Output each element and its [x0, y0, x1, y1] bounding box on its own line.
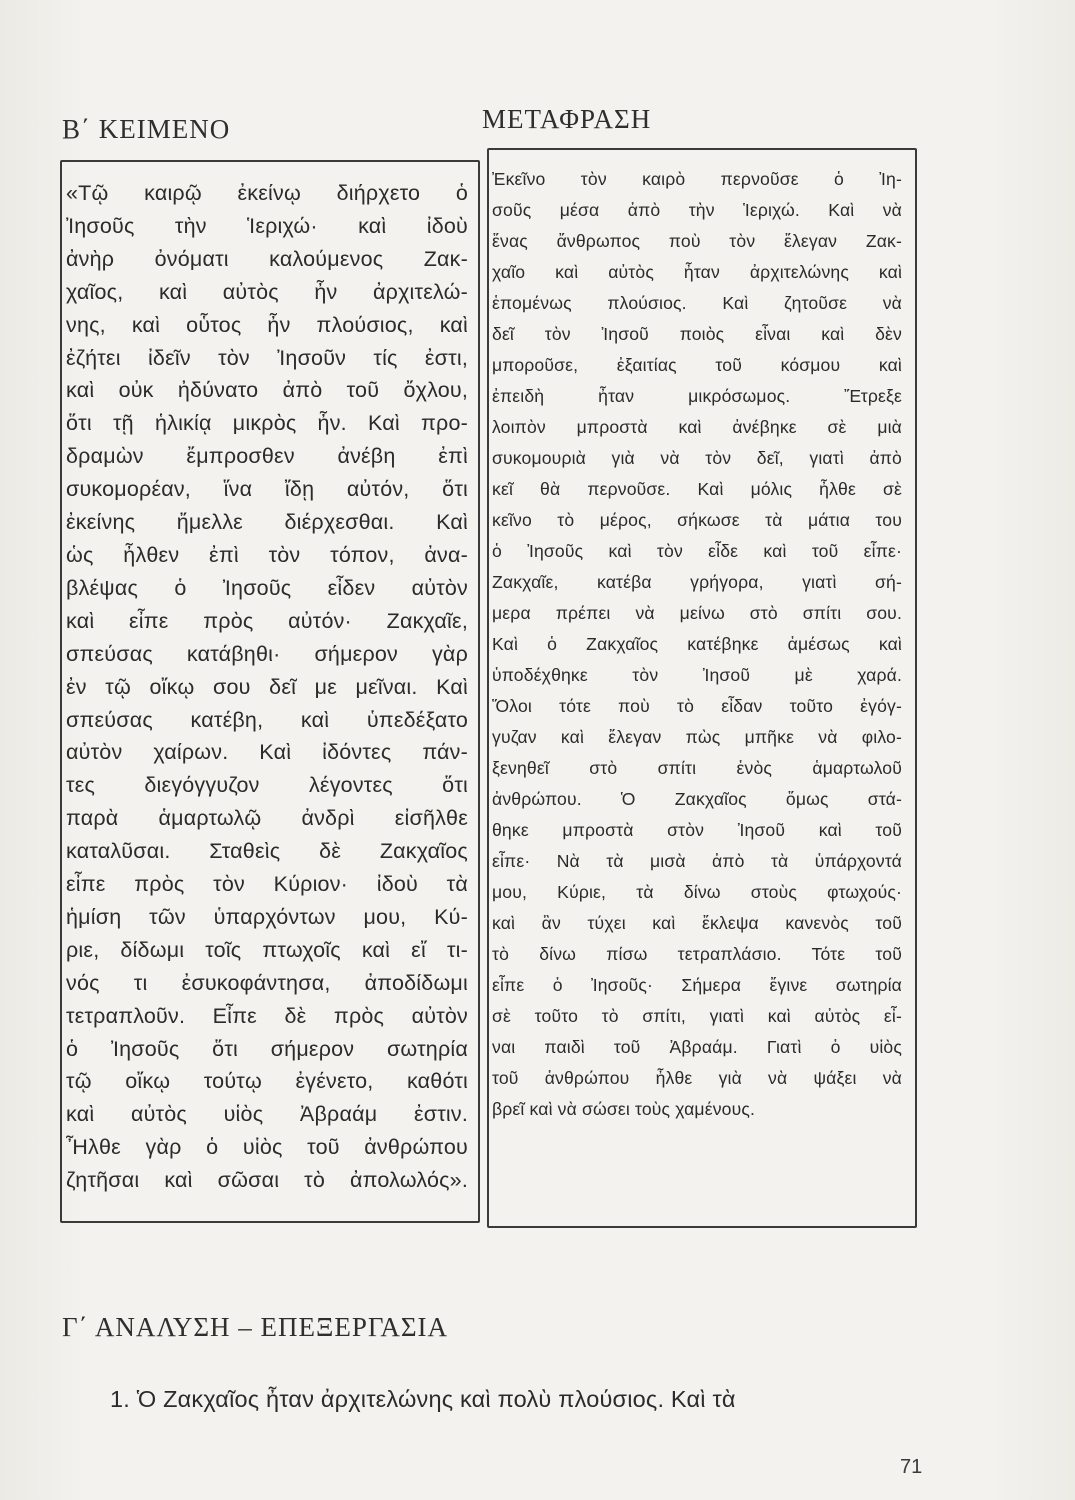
text-line: παρὰ ἁμαρτωλῷ ἀνδρὶ εἰσῆλθε — [66, 806, 468, 831]
text-line: εἶπε ὁ Ἰησοῦς· Σήμερα ἔγινε σωτηρία — [492, 975, 902, 995]
text-line: ἀνὴρ ὀνόματι καλούμενος Ζακ- — [66, 246, 468, 271]
text-line: συκομουριὰ γιὰ νὰ τὸν δεῖ, γιατὶ ἀπὸ — [492, 448, 902, 468]
text-line: βρεῖ καὶ νὰ σώσει τοὺς χαμένους. — [492, 1099, 756, 1119]
text-line: ὁ Ἰησοῦς καὶ τὸν εἶδε καὶ τοῦ εἶπε· — [492, 541, 902, 561]
section-heading-analysis: Γ΄ ΑΝΑΛΥΣΗ – ΕΠΕΞΕΡΓΑΣΙΑ — [62, 1312, 449, 1342]
text-line: ἐκείνης ἤμελλε διέρχεσθαι. Καὶ — [66, 510, 468, 535]
text-line: σπεύσας κατάβηθι· σήμερον γὰρ — [66, 641, 468, 666]
text-line: λοιπὸν μπροστὰ καὶ ἀνέβηκε σὲ μιὰ — [492, 417, 902, 437]
text-line: ἡμίση τῶν ὑπαρχόντων μου, Κύ- — [66, 904, 468, 929]
text-line: καὶ ἂν τύχει καὶ ἔκλεψα κανενὸς τοῦ — [492, 913, 902, 933]
text-line: τες διεγόγγυζον λέγοντες ὅτι — [66, 773, 468, 798]
text-line: ζητῆσαι καὶ σῶσαι τὸ ἀπολωλός». — [66, 1168, 468, 1193]
text-line: ὑποδέχθηκε τὸν Ἰησοῦ μὲ χαρά. — [492, 665, 902, 685]
text-line: καὶ οὐκ ἠδύνατο ἀπὸ τοῦ ὄχλου, — [66, 378, 468, 403]
text-line: «Τῷ καιρῷ ἐκείνῳ διήρχετο ὁ — [66, 181, 468, 205]
text-line: τετραπλοῦν. Εἶπε δὲ πρὸς αὐτὸν — [66, 1003, 468, 1028]
text-line: κεῖ θὰ περνοῦσε. Καὶ μόλις ἦλθε σὲ — [492, 479, 902, 499]
text-line: ξενηθεῖ στὸ σπίτι ἑνὸς ἁμαρτωλοῦ — [492, 758, 902, 778]
text-line: αὐτὸν χαίρων. Καὶ ἰδόντες πάν- — [66, 740, 468, 765]
text-line: Καὶ ὁ Ζακχαῖος κατέβηκε ἀμέσως καὶ — [492, 634, 902, 654]
text-line: βλέψας ὁ Ἰησοῦς εἶδεν αὐτὸν — [66, 575, 468, 600]
text-line: καταλῦσαι. Σταθεὶς δὲ Ζακχαῖος — [66, 839, 468, 864]
text-line: μποροῦσε, ἐξαιτίας τοῦ κόσμου καὶ — [492, 355, 902, 375]
text-line: ναι παιδὶ τοῦ Ἀβραάμ. Γιατὶ ὁ υἱὸς — [492, 1037, 902, 1057]
text-line: Ὅλοι τότε ποὺ τὸ εἶδαν τοῦτο ἐγόγ- — [492, 696, 902, 716]
text-line: ἕνας ἄνθρωπος ποὺ τὸν ἔλεγαν Ζακ- — [492, 231, 902, 251]
text-line: νός τι ἐσυκοφάντησα, ἀποδίδωμι — [66, 970, 468, 995]
text-line: Ἰησοῦς τὴν Ἱεριχώ· καὶ ἰδοὺ — [66, 213, 468, 238]
text-line: χαῖος, καὶ αὐτὸς ἦν ἀρχιτελώ- — [66, 279, 468, 304]
text-line: ἀνθρώπου. Ὁ Ζακχαῖος ὅμως στά- — [492, 789, 902, 809]
original-text-column — [66, 177, 468, 1197]
text-line: ὡς ἦλθεν ἐπὶ τὸν τόπον, ἀνα- — [66, 542, 468, 567]
text-line: καὶ αὐτὸς υἱὸς Ἀβραάμ ἐστιν. — [66, 1102, 468, 1127]
text-line: μερα πρέπει νὰ μείνω στὸ σπίτι σου. — [492, 603, 902, 623]
text-line: Ζακχαῖε, κατέβα γρήγορα, γιατὶ σή- — [492, 572, 902, 592]
text-line: εἶπε· Νὰ τὰ μισὰ ἀπὸ τὰ ὑπάρχοντά — [492, 851, 902, 871]
text-line: μου, Κύριε, τὰ δίνω στοὺς φτωχούς· — [492, 882, 902, 902]
text-line: ριε, δίδωμι τοῖς πτωχοῖς καὶ εἴ τι- — [66, 937, 468, 962]
text-line: ἐζήτει ἰδεῖν τὸν Ἰησοῦν τίς ἐστι, — [66, 345, 468, 370]
text-line: δραμὼν ἔμπροσθεν ἀνέβη ἐπὶ — [66, 444, 468, 469]
text-line: καὶ εἶπε πρὸς αὐτόν· Ζακχαῖε, — [66, 608, 468, 633]
text-line: εἶπε πρὸς τὸν Κύριον· ἰδοὺ τὰ — [66, 872, 468, 897]
page-number: 71 — [900, 1456, 923, 1478]
text-line: τοῦ ἀνθρώπου ἦλθε γιὰ νὰ ψάξει νὰ — [492, 1068, 902, 1088]
text-line: γυζαν καὶ ἔλεγαν πὼς μπῆκε νὰ φιλο- — [492, 727, 902, 747]
text-line: χαῖο καὶ αὐτὸς ἦταν ἀρχιτελώνης καὶ — [492, 262, 902, 282]
question-1-text: 1. Ὁ Ζακχαῖος ἦταν ἀρχιτελώνης καὶ πολὺ πλούσιος. Καὶ τὰ — [110, 1386, 736, 1412]
translation-text-column — [492, 164, 902, 1125]
text-line: σὲ τοῦτο τὸ σπίτι, γιατὶ καὶ αὐτὸς εἶ- — [492, 1006, 902, 1026]
text-line: σπεύσας κατέβη, καὶ ὑπεδέξατο — [66, 707, 468, 732]
text-line: δεῖ τὸν Ἰησοῦ ποιὸς εἶναι καὶ δὲν — [492, 324, 902, 344]
text-line: σοῦς μέσα ἀπὸ τὴν Ἱεριχώ. Καὶ νὰ — [492, 200, 902, 220]
text-line: συκομορέαν, ἵνα ἴδῃ αὐτόν, ὅτι — [66, 477, 468, 502]
text-line: ἑπομένως πλούσιος. Καὶ ζητοῦσε νὰ — [492, 293, 902, 313]
text-line: ἐν τῷ οἴκῳ σου δεῖ με μεῖναι. Καὶ — [66, 674, 468, 699]
text-line: θηκε μπροστὰ στὸν Ἰησοῦ καὶ τοῦ — [492, 820, 902, 840]
text-line: ἐπειδὴ ἦταν μικρόσωμος. Ἔτρεξε — [492, 386, 902, 406]
text-line: ὅτι τῇ ἡλικίᾳ μικρὸς ἦν. Καὶ προ- — [66, 411, 468, 436]
text-line: τῷ οἴκῳ τούτῳ ἐγένετο, καθότι — [66, 1069, 468, 1094]
text-line: τὸ δίνω πίσω τετραπλάσιο. Τότε τοῦ — [492, 944, 902, 964]
text-line: κεῖνο τὸ μέρος, σήκωσε τὰ μάτια του — [492, 510, 902, 530]
text-line: Ἦλθε γὰρ ὁ υἱὸς τοῦ ἀνθρώπου — [66, 1135, 468, 1160]
text-line: ὁ Ἰησοῦς ὅτι σήμερον σωτηρία — [66, 1036, 468, 1061]
section-heading-translation: ΜΕΤΑΦΡΑΣΗ — [482, 104, 652, 134]
text-line: νης, καὶ οὗτος ἦν πλούσιος, καὶ — [66, 312, 468, 337]
section-heading-text: Β΄ ΚΕΙΜΕΝΟ — [62, 114, 231, 144]
text-line: Ἐκεῖνο τὸν καιρὸ περνοῦσε ὁ Ἰη- — [492, 169, 902, 189]
